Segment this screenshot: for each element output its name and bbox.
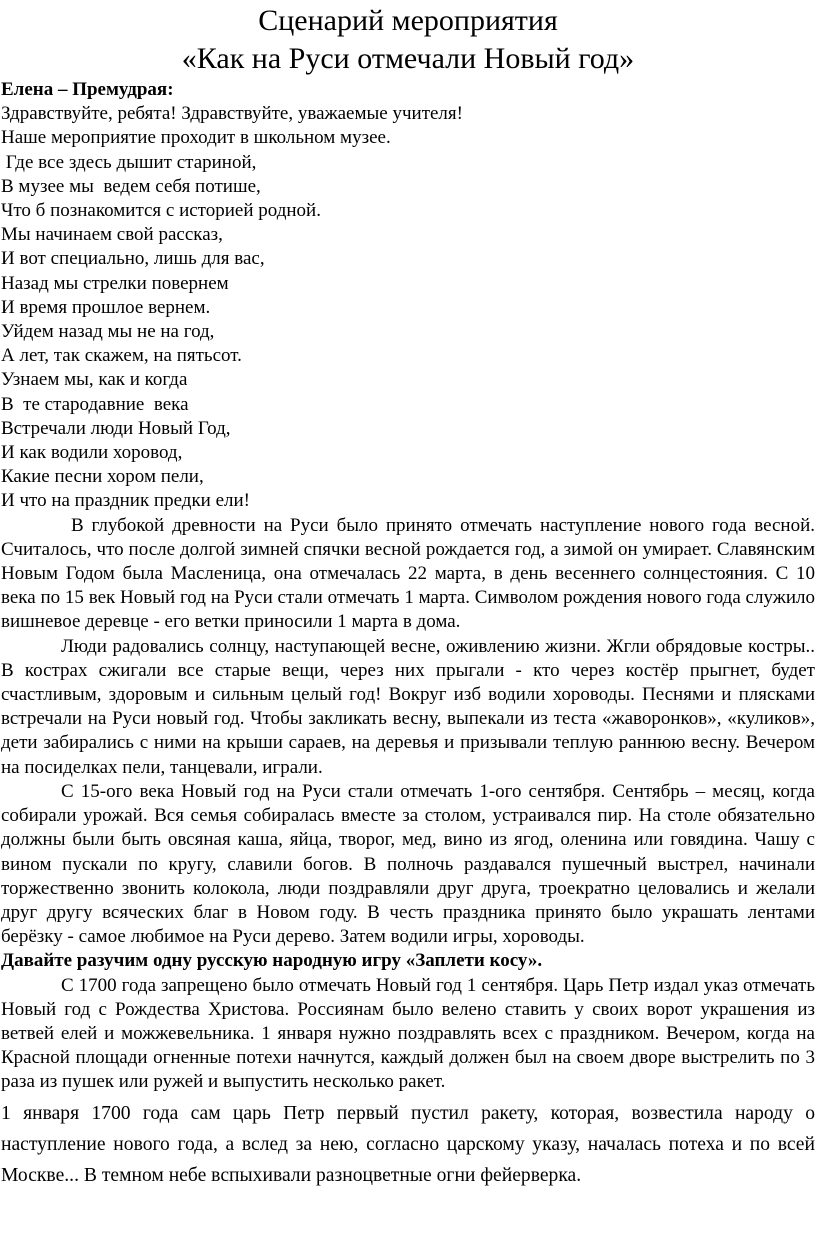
verse-line: Встречали люди Новый Год, xyxy=(1,417,231,439)
verse-line: Узнаем мы, как и когда xyxy=(1,369,188,391)
verse-line: В те стародавние века xyxy=(1,393,189,415)
verse-line: И что на праздник предки ели! xyxy=(1,490,251,512)
verse-line: Наше мероприятие проходит в школьном музее. xyxy=(1,127,391,149)
game-heading: Давайте разучим одну русскую народную игру «Заплети косу». xyxy=(1,950,543,972)
verse-line: И как водили хоровод, xyxy=(1,442,183,464)
verse xyxy=(1,102,815,513)
paragraph-ancient-new-year: В глубокой древности на Руси было принято отмечать наступление нового года весной. Считалось, что после долгой зимней спячки весной рождается год, а зимой он умирает. Славянским Новым Годом была Масленица, она отмечалась 22 марта, в день весеннего солнцестояния. С 10 века по 15 век Новый год на Руси стали отмечать 1 марта. Символом рождения нового года служило вишневое деревце - его ветки приносили 1 марта в дома. xyxy=(1,514,815,633)
verse-line: Здравствуйте, ребята! Здравствуйте, уважаемые учителя! xyxy=(1,103,463,125)
verse-line: Где все здесь дышит стариной, xyxy=(1,151,257,173)
verse-line: Что б познакомится с историей родной. xyxy=(1,200,321,222)
paragraph-september-new-year: С 15-ого века Новый год на Руси стали отмечать 1-ого сентября. Сентябрь – месяц, когда собирали урожай. Вся семья собиралась вместе за столом, устраивался пир. На столе обязательно должны были быть овсяная каша, яйца, творог, мед, вино из ягод, оленина или говядина. Чашу с вином пускали по кругу, славили богов. В полночь раздавался пушечный выстрел, начинали торжественно звонить колокола, люди поздравляли друг друга, троекратно целовались и желали друг другу всяческих благ в Новом году. В честь праздника принято было украшать лентами берёзку - самое любимое на Руси дерево. Затем водили игры, хороводы. xyxy=(1,780,815,948)
paragraph-fireworks: 1 января 1700 года сам царь Петр первый пустил ракету, которая, возвестила народу о наступление нового года, а вслед за нею, согласно царскому указу, началась потеха и по всей Москве... В темном небе вспыхивали разноцветные огни фейерверка. xyxy=(1,1102,815,1186)
verse-line: А лет, так скажем, на пятьсот. xyxy=(1,345,242,367)
verse-line: И вот специально, лишь для вас, xyxy=(1,248,265,270)
verse-line: Назад мы стрелки повернем xyxy=(1,272,229,294)
paragraph-peter-decree: С 1700 года запрещено было отмечать Новый год 1 сентября. Царь Петр издал указ отмечать Новый год с Рождества Христова. Россиянам было велено ставить у своих ворот украшения из ветвей елей и можжевельника. 1 января нужно поздравлять всех с праздником. Вечером, когда на Красной площади огненные потехи начнутся, каждый должен был на своем дворе выстрелить по 3 раза из пушек или ружей и выпустить несколько ракет. xyxy=(1,974,815,1093)
document-body xyxy=(1,78,815,1191)
paragraph-spring-celebration: Люди радовались солнцу, наступающей весне, оживлению жизни. Жгли обрядовые костры.. В кострах сжигали все старые вещи, через них прыгали - кто через костёр прыгнет, будет счастливым, здоровым и сильным целый год! Вокруг изб водили хороводы. Песнями и плясками встречали на Руси новый год. Чтобы закликать весну, выпекали из теста «жаворонков», «куликов», дети забирались с ними на крыши сараев, на деревья и призывали теплую раннюю весну. Вечером на посиделках пели, танцевали, играли. xyxy=(1,635,815,778)
verse-line: И время прошлое вернем. xyxy=(1,296,211,318)
verse-line: Какие песни хором пели, xyxy=(1,466,204,488)
verse-line: Уйдем назад мы не на год, xyxy=(1,321,215,343)
speaker-name: Елена – Премудрая: xyxy=(1,79,174,100)
title-line-1: Сценарий мероприятия xyxy=(258,4,558,37)
verse-line: Мы начинаем свой рассказ, xyxy=(1,224,223,246)
verse-line: В музее мы ведем себя потише, xyxy=(1,175,261,197)
title-line-2: «Как на Руси отмечали Новый год» xyxy=(181,42,635,75)
